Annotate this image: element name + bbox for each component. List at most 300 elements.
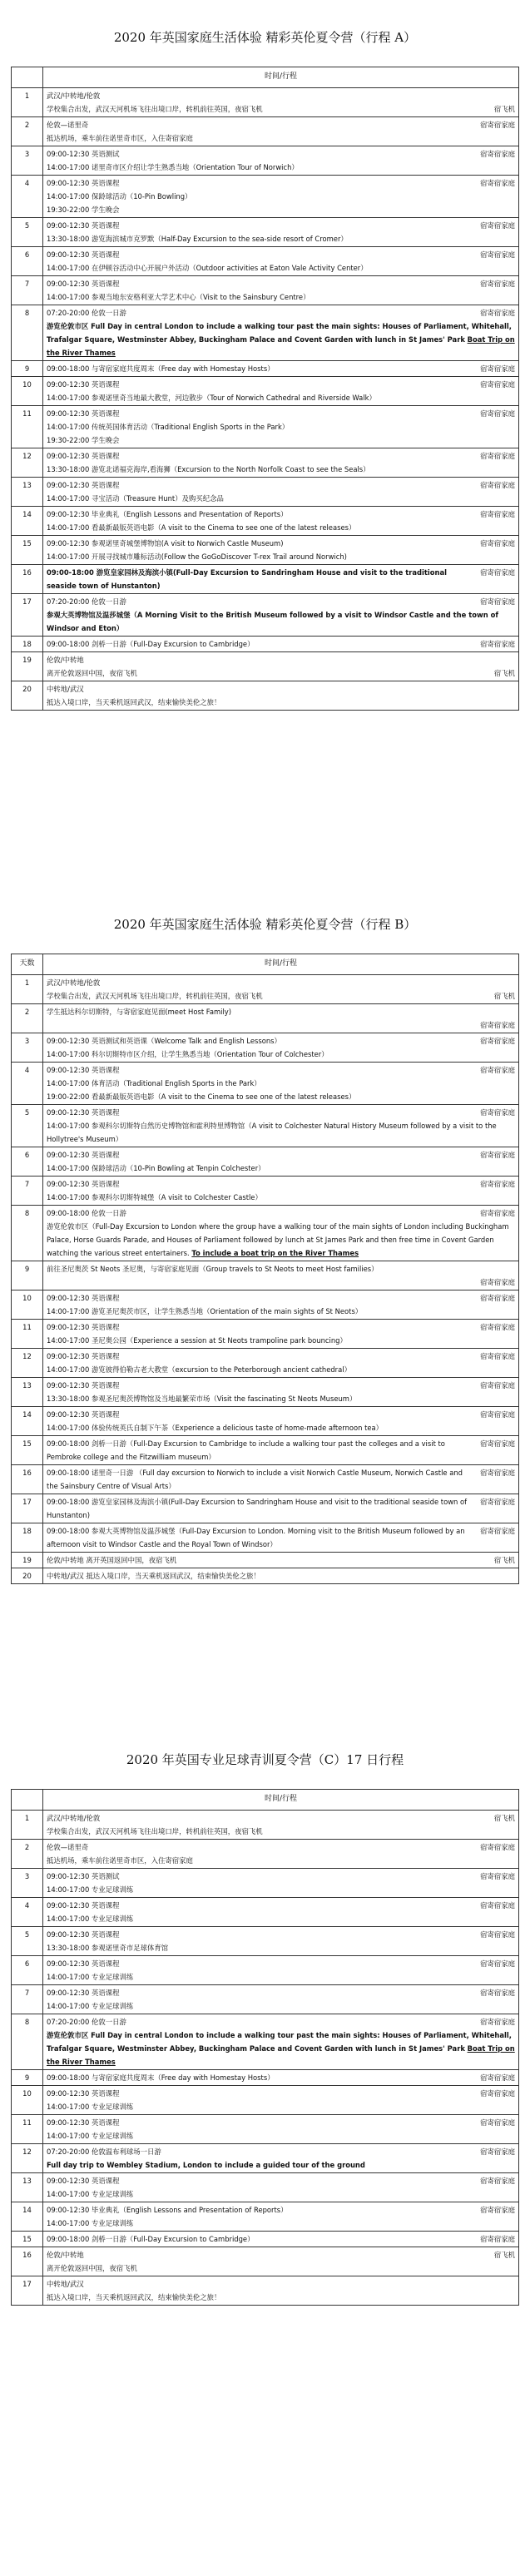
accommodation-label [510, 696, 515, 709]
table-row [12, 247, 519, 276]
itinerary-line [47, 1379, 515, 1392]
activity-text: 09:00-18:00 剑桥一日游（Full-Day Excursion to Cambridge） [47, 2235, 255, 2243]
itinerary-line [47, 290, 515, 304]
activity-text: 学生抵达科尔切斯特，与寄宿家庭见面(meet Host Family) [47, 1008, 231, 1016]
accommodation-label [510, 232, 515, 245]
accommodation-label [510, 203, 515, 216]
activity-text: 14:00-17:00 参观科尔切斯特自然历史博物馆和霍利特里博物馆（A visit to Colchester Natural History Museum followed by a visit to the Hollytree's Museum） [47, 1122, 497, 1143]
itinerary-line [47, 147, 515, 161]
day-number: 11 [12, 2115, 43, 2144]
activity-text: 09:00-18:00 与寄宿家庭共度周末（Free day with Homestay Hosts） [47, 364, 275, 373]
accommodation-label [510, 1941, 515, 1954]
itinerary-line [47, 1206, 515, 1220]
activity-text: 14:00-17:00 体育活动（Traditional English Sports in the Park） [47, 1079, 261, 1087]
itinerary-line [47, 1148, 515, 1162]
itinerary-line [47, 2029, 515, 2068]
accommodation-label: 宿寄宿家庭 [480, 1410, 515, 1419]
accommodation-label [510, 976, 515, 989]
itinerary-line [47, 248, 515, 261]
itinerary-line [47, 449, 515, 463]
itinerary-line [47, 1999, 515, 2013]
accommodation-label: 宿寄宿家庭 [480, 481, 515, 489]
day-number: 6 [12, 1147, 43, 1177]
itinerary-line [47, 1262, 515, 1276]
accommodation-label: 宿寄宿家庭 [480, 2018, 515, 2026]
day-number: 13 [12, 478, 43, 507]
itinerary-cell [43, 361, 519, 377]
itinerary-cell [43, 478, 519, 507]
activity-text: 14:00-17:00 诺里奇市区介绍让学生熟悉当地（Orientation Tour of Norwich） [47, 163, 299, 171]
table-header-row [12, 67, 519, 88]
itinerary-line [47, 696, 515, 709]
day-number: 7 [12, 1177, 43, 1206]
itinerary-cell [43, 975, 519, 1004]
activity-text: 19:30-22:00 学生晚会 [47, 436, 120, 444]
accommodation-label: 宿飞机 [493, 1556, 515, 1564]
activity-text: 09:00-12:30 英语课程 [47, 481, 120, 489]
day-number: 4 [12, 1898, 43, 1927]
itinerary-line [47, 1119, 515, 1146]
itinerary-line [47, 190, 515, 203]
accommodation-label [510, 2100, 515, 2113]
table-row [12, 117, 519, 146]
day-number: 5 [12, 1927, 43, 1956]
itinerary-section-b [11, 895, 519, 1584]
activity-text: 前往圣尼奥茨 St Neots 圣尼奥，与寄宿家庭见面（Group travels to St Neots to meet Host families） [47, 1265, 379, 1273]
accommodation-label: 宿寄宿家庭 [480, 1021, 515, 1029]
itinerary-cell [43, 1494, 519, 1523]
itinerary-line [47, 420, 515, 433]
activity-text: 07:20-20:00 伦敦一日游 [47, 309, 126, 317]
itinerary-cell [43, 1147, 519, 1177]
itinerary-line [47, 1883, 515, 1896]
table-row [12, 1927, 519, 1956]
itinerary-line [47, 1970, 515, 1984]
accommodation-label [510, 391, 515, 404]
activity-text: 13:30-18:00 游览北诺福克海岸,看海狮（Excursion to the North Norfolk Coast to see the Seals） [47, 465, 370, 473]
day-number: 13 [12, 2173, 43, 2202]
activity-text: 14:00-17:00 游览彼得伯勒古老大教堂（excursion to the Peterborough ancient cathedral） [47, 1365, 351, 1374]
activity-text: 游览伦敦市区 Full Day in central London to include a walking tour past the main sights: Houses of Parliament, Whitehall, Trafalgar Square, Westminster Abbey, Buckingham Palace and Covent Garden with lunch in St James' Park [47, 2031, 512, 2053]
itinerary-line [47, 1018, 515, 1032]
itinerary-cell [43, 2144, 519, 2173]
day-number: 5 [12, 1105, 43, 1147]
itinerary-cell [43, 1105, 519, 1147]
table-row [12, 1063, 519, 1105]
section-title: 2020 年英国家庭生活体验 精彩英伦夏令营（行程 A） [113, 30, 417, 45]
activity-text: 学校集合出发，武汉天河机场飞往出境口岸，转机前往英国，夜宿飞机 [47, 992, 263, 1000]
day-number: 4 [12, 176, 43, 218]
day-number: 14 [12, 1407, 43, 1436]
activity-text: 09:00-12:30 英语课程 [47, 1151, 120, 1159]
activity-text: 游览伦敦市区（Full-Day Excursion to London where the group have a walking tour of the main sights of London including Buckingham Palace, Horse Guards Parade, and Houses of Parliament followed by lunch at St James Park and then free time in Covent Garden watching the various street entertainers. [47, 1222, 509, 1257]
day-number: 10 [12, 2086, 43, 2115]
itinerary-cell [43, 1811, 519, 1840]
activity-text: 09:00-12:30 英语课程 [47, 1180, 120, 1188]
activity-text: 14:00-17:00 专业足球训练 [47, 2132, 134, 2140]
accommodation-label: 宿寄宿家庭 [480, 364, 515, 373]
accommodation-label [510, 492, 515, 505]
day-number: 11 [12, 406, 43, 448]
accommodation-label: 宿寄宿家庭 [480, 510, 515, 518]
itinerary-line [47, 1421, 515, 1434]
accommodation-label [510, 1392, 515, 1405]
activity-text: 09:00-12:30 英语课程 [47, 1066, 120, 1074]
header-itinerary: 时间/行程 [43, 67, 519, 88]
table-row [12, 1869, 519, 1898]
itinerary-line [47, 1928, 515, 1941]
itinerary-line [47, 1220, 515, 1260]
accommodation-label: 宿寄宿家庭 [480, 2177, 515, 2185]
table-header-row [12, 954, 519, 975]
itinerary-line [47, 176, 515, 190]
itinerary-line [47, 362, 515, 375]
activity-text: 09:00-12:30 英语课程 [47, 221, 120, 230]
accommodation-label: 宿寄宿家庭 [480, 1180, 515, 1188]
accommodation-label: 宿飞机 [493, 1814, 515, 1822]
itinerary-line [47, 1334, 515, 1347]
table-row [12, 1177, 519, 1206]
table-row [12, 146, 519, 176]
itinerary-cell [43, 88, 519, 117]
activity-text: 09:00-12:30 毕业典礼（English Lessons and Presentation of Reports） [47, 2206, 288, 2214]
itinerary-line [47, 550, 515, 563]
table-row [12, 1840, 519, 1869]
day-number: 14 [12, 2202, 43, 2232]
itinerary-cell [43, 1985, 519, 2014]
itinerary-line [47, 1048, 515, 1061]
itinerary-line [47, 1840, 515, 1854]
accommodation-label [510, 161, 515, 174]
table-row [12, 1568, 519, 1584]
day-number: 16 [12, 565, 43, 594]
accommodation-label [510, 1077, 515, 1090]
itinerary-cell [43, 2115, 519, 2144]
activity-text: 07:20-20:00 伦敦一日游 [47, 2018, 126, 2026]
itinerary-line [47, 203, 515, 216]
itinerary-cell [43, 1033, 519, 1063]
table-row [12, 1349, 519, 1378]
accommodation-label: 宿寄宿家庭 [480, 380, 515, 389]
activity-text: 09:00-12:30 英语课程 [47, 409, 120, 418]
accommodation-label: 宿寄宿家庭 [480, 409, 515, 418]
itinerary-cell [43, 2070, 519, 2086]
activity-text: 伦敦—诺里奇 [47, 121, 89, 129]
itinerary-cell [43, 1869, 519, 1898]
itinerary-cell [43, 1840, 519, 1869]
table-row [12, 536, 519, 565]
accommodation-label: 宿寄宿家庭 [480, 1294, 515, 1302]
accommodation-label [510, 420, 515, 433]
itinerary-line [47, 566, 515, 592]
accommodation-label: 宿寄宿家庭 [480, 452, 515, 460]
accommodation-label: 宿寄宿家庭 [480, 1151, 515, 1159]
day-number: 20 [12, 681, 43, 711]
activity-text [47, 1276, 475, 1289]
itinerary-line [47, 1986, 515, 1999]
activity-text: 09:00-12:30 英语课程 [47, 179, 120, 187]
accommodation-label: 宿寄宿家庭 [480, 150, 515, 158]
accommodation-label [510, 1305, 515, 1318]
accommodation-label: 宿寄宿家庭 [480, 280, 515, 288]
table-row [12, 2144, 519, 2173]
itinerary-line [47, 1870, 515, 1883]
accommodation-label: 宿寄宿家庭 [480, 2147, 515, 2156]
accommodation-label: 宿寄宿家庭 [480, 2206, 515, 2214]
day-number: 1 [12, 975, 43, 1004]
itinerary-cell [43, 681, 519, 711]
day-number: 3 [12, 146, 43, 176]
day-number: 10 [12, 1290, 43, 1320]
table-row [12, 652, 519, 681]
itinerary-cell [43, 1436, 519, 1465]
accommodation-label: 宿寄宿家庭 [480, 250, 515, 259]
activity-text: 伦敦/中转地 离开英国返回中国，夜宿飞机 [47, 1556, 177, 1564]
table-row [12, 176, 519, 218]
accommodation-label [510, 1090, 515, 1103]
itinerary-line [47, 2100, 515, 2113]
itinerary-cell [43, 1290, 519, 1320]
activity-text: 14:00-17:00 专业足球训练 [47, 2103, 134, 2111]
day-number: 13 [12, 1378, 43, 1407]
accommodation-label [510, 2129, 515, 2143]
itinerary-cell [43, 1063, 519, 1105]
accommodation-label [510, 2261, 515, 2275]
itinerary-line [47, 89, 515, 102]
activity-text: 14:00-17:00 在伊顿谷活动中心开展户外活动（Outdoor activities at Eaton Vale Activity Center） [47, 264, 368, 272]
activity-text: 09:00-12:30 英语课程 [47, 1381, 120, 1390]
activity-text: 游览伦敦市区 Full Day in central London to include a walking tour past the main sights: Houses of Parliament, Whitehall, Trafalgar Square, Westminster Abbey, Buckingham Palace and Covent Garden with lunch in St James' Park [47, 322, 512, 344]
itinerary-cell [43, 305, 519, 361]
accommodation-label [510, 1334, 515, 1347]
activity-text: 09:00-12:30 英语课程 [47, 380, 120, 389]
day-number: 1 [12, 88, 43, 117]
accommodation-label [510, 2217, 515, 2230]
table-row [12, 1985, 519, 2014]
table-row [12, 406, 519, 448]
itinerary-line [47, 161, 515, 174]
accommodation-label: 宿飞机 [493, 105, 515, 113]
table-row [12, 218, 519, 247]
accommodation-label [510, 463, 515, 476]
accommodation-label [510, 89, 515, 102]
header-day: 天数 [12, 954, 43, 975]
day-number: 18 [12, 1523, 43, 1553]
activity-text: 09:00-12:30 英语课程 [47, 1352, 120, 1360]
accommodation-label [510, 1191, 515, 1204]
accommodation-label: 宿飞机 [493, 669, 515, 677]
header-itinerary: 时间/行程 [43, 1790, 519, 1811]
table-row [12, 2173, 519, 2202]
itinerary-cell [43, 117, 519, 146]
table-row [12, 681, 519, 711]
accommodation-label [510, 290, 515, 304]
day-number: 15 [12, 2232, 43, 2247]
itinerary-line [47, 1899, 515, 1912]
activity-text: 09:00-18:00 参观大英博物馆及温莎城堡（Full-Day Excursion to London. Morning visit to the British Museum followed by an afternoon visit to Windsor Castle and the Royal Town of Windsor） [47, 1527, 465, 1548]
itinerary-section-a [11, 8, 519, 711]
activity-text: 14:00-17:00 专业足球训练 [47, 1973, 134, 1981]
activity-text [47, 1018, 475, 1032]
itinerary-cell [43, 276, 519, 305]
table-row [12, 1523, 519, 1553]
day-number: 9 [12, 361, 43, 377]
accommodation-label [510, 1005, 515, 1018]
accommodation-label: 宿寄宿家庭 [480, 1381, 515, 1390]
day-number: 17 [12, 2276, 43, 2306]
accommodation-label [510, 1421, 515, 1434]
activity-text: Full day trip to Wembley Stadium, London to include a guided tour of the ground [47, 2161, 365, 2169]
day-number: 17 [12, 594, 43, 637]
itinerary-line [47, 976, 515, 989]
itinerary-cell [43, 1956, 519, 1985]
itinerary-line [47, 1177, 515, 1191]
table-row [12, 1004, 519, 1033]
itinerary-line [47, 131, 515, 145]
itinerary-cell [43, 2014, 519, 2070]
table-row [12, 1290, 519, 1320]
activity-text: 14:00-17:00 开展寻找城市雕标活动(Follow the GoGoDiscover T-rex Trail around Norwich) [47, 552, 347, 561]
itinerary-line [47, 306, 515, 320]
table-row [12, 1378, 519, 1407]
itinerary-cell [43, 1407, 519, 1436]
activity-text: 14:00-17:00 寻宝活动（Treasure Hunt）及购买纪念品 [47, 494, 224, 503]
day-number: 17 [12, 1494, 43, 1523]
accommodation-label [510, 653, 515, 666]
accommodation-label: 宿寄宿家庭 [480, 568, 515, 577]
accommodation-label: 宿寄宿家庭 [480, 1323, 515, 1331]
table-row [12, 565, 519, 594]
itinerary-line [47, 1569, 515, 1583]
itinerary-line [47, 277, 515, 290]
accommodation-label [510, 521, 515, 534]
activity-text: 14:00-17:00 保龄球活动（10-Pin Bowling at Tenpin Colchester） [47, 1164, 265, 1172]
itinerary-line [47, 2158, 515, 2172]
table-row [12, 1206, 519, 1261]
accommodation-label [510, 1970, 515, 1984]
day-number: 1 [12, 1811, 43, 1840]
itinerary-line [47, 508, 515, 521]
day-number: 5 [12, 218, 43, 247]
activity-text: 中转地/武汉 抵达入境口岸，当天乘机返回武汉，结束愉快美伦之旅！ [47, 1572, 260, 1580]
activity-text: 09:00-12:30 英语课程 [47, 1108, 120, 1117]
day-number: 14 [12, 507, 43, 536]
accommodation-label: 宿寄宿家庭 [480, 539, 515, 547]
activity-text: 学校集合出发，武汉天河机场飞往出境口岸，转机前往英国，夜宿飞机 [47, 105, 263, 113]
table-row [12, 2232, 519, 2247]
itinerary-cell [43, 1927, 519, 1956]
accommodation-label: 宿寄宿家庭 [480, 2118, 515, 2127]
itinerary-cell [43, 1553, 519, 1568]
activity-text: 09:00-12:30 英语课程 [47, 2089, 120, 2098]
accommodation-label [510, 433, 515, 447]
itinerary-line [47, 433, 515, 447]
accommodation-label: 宿寄宿家庭 [480, 1498, 515, 1506]
itinerary-cell [43, 1568, 519, 1584]
accommodation-label [510, 1048, 515, 1061]
day-number: 8 [12, 2014, 43, 2070]
activity-text: 07:20-20:00 伦敦一日游 [47, 597, 126, 606]
activity-text: 09:00-18:00 游览皇家园林及海滨小镇(Full-Day Excursion to Sandringham House and visit to the traditional seaside town of Hunstanton) [47, 1498, 468, 1519]
activity-text: 离开伦敦返回中国，夜宿飞机 [47, 669, 137, 677]
accommodation-label: 宿寄宿家庭 [480, 221, 515, 230]
accommodation-label: 宿寄宿家庭 [480, 1930, 515, 1939]
accommodation-label [510, 1854, 515, 1867]
day-number: 16 [12, 2247, 43, 2276]
header-day [12, 67, 43, 88]
activity-text: 抵达入境口岸，当天乘机返回武汉，结束愉快美伦之旅！ [47, 698, 221, 706]
accommodation-label [510, 1912, 515, 1925]
day-number: 11 [12, 1320, 43, 1349]
activity-text: 武汉/中转地/伦敦 [47, 1814, 101, 1822]
table-row [12, 1553, 519, 1568]
itinerary-line [47, 1957, 515, 1970]
table-row [12, 2086, 519, 2115]
activity-text: 09:00-18:00 剑桥一日游（Full-Day Excursion to Cambridge to include a walking tour past the colleges and a visit to Pembroke college and the Fitzwilliam museum） [47, 1439, 445, 1461]
itinerary-line [47, 521, 515, 534]
day-number: 16 [12, 1465, 43, 1494]
itinerary-line [47, 1350, 515, 1363]
itinerary-cell [43, 652, 519, 681]
itinerary-line [47, 1495, 515, 1522]
activity-text: 武汉/中转地/伦敦 [47, 92, 101, 100]
itinerary-line [47, 463, 515, 476]
table-row [12, 1811, 519, 1840]
accommodation-label [510, 1825, 515, 1838]
activity-text: 14:00-17:00 参观科尔切斯特城堡（A visit to Colchester Castle） [47, 1193, 262, 1201]
table-row [12, 975, 519, 1004]
table-row [12, 361, 519, 377]
activity-text: 09:00-12:30 参观诺里奇城堡博物馆(A visit to Norwich Castle Museum) [47, 539, 284, 547]
boat-trip-link: To include a boat trip on the River Thames [191, 1249, 359, 1257]
accommodation-label: 宿寄宿家庭 [480, 121, 515, 129]
activity-text: 中转地/武汉 [47, 2280, 84, 2288]
itinerary-line [47, 1191, 515, 1204]
itinerary-cell [43, 377, 519, 406]
itinerary-line [47, 1437, 515, 1464]
accommodation-label: 宿寄宿家庭 [480, 1872, 515, 1880]
itinerary-cell [43, 594, 519, 637]
itinerary-line [47, 118, 515, 131]
itinerary-cell [43, 1320, 519, 1349]
itinerary-cell [43, 1004, 519, 1033]
day-number: 9 [12, 2070, 43, 2086]
activity-text: 14:00-17:00 专业足球训练 [47, 2190, 134, 2198]
itinerary-line [47, 653, 515, 666]
activity-text: 13:30-18:00 游览海滨城市克罗默（Half-Day Excursion to the sea-side resort of Cromer） [47, 235, 348, 243]
itinerary-cell [43, 1465, 519, 1494]
itinerary-cell [43, 406, 519, 448]
activity-text: 09:00-12:30 英语课程 [47, 1323, 120, 1331]
day-number: 12 [12, 448, 43, 478]
activity-text: 14:00-17:00 游览圣尼奥茨市区，让学生熟悉当地（Orientation of the main sights of St Neots） [47, 1307, 363, 1315]
table-row [12, 448, 519, 478]
itinerary-cell [43, 218, 519, 247]
table-row [12, 276, 519, 305]
itinerary-line [47, 2015, 515, 2029]
itinerary-section-c [11, 1731, 519, 2306]
accommodation-label [510, 2187, 515, 2201]
itinerary-line [47, 1320, 515, 1334]
itinerary-line [47, 1825, 515, 1838]
accommodation-label: 宿寄宿家庭 [480, 179, 515, 187]
table-row [12, 1407, 519, 1436]
activity-text: 伦敦/中转地 [47, 656, 84, 664]
itinerary-line [47, 2217, 515, 2230]
day-number: 12 [12, 1349, 43, 1378]
accommodation-label [510, 1262, 515, 1276]
activity-text: 14:00-17:00 体验传统英氏自制下午茶（Experience a delicious taste of home-made afternoon tea） [47, 1424, 384, 1432]
